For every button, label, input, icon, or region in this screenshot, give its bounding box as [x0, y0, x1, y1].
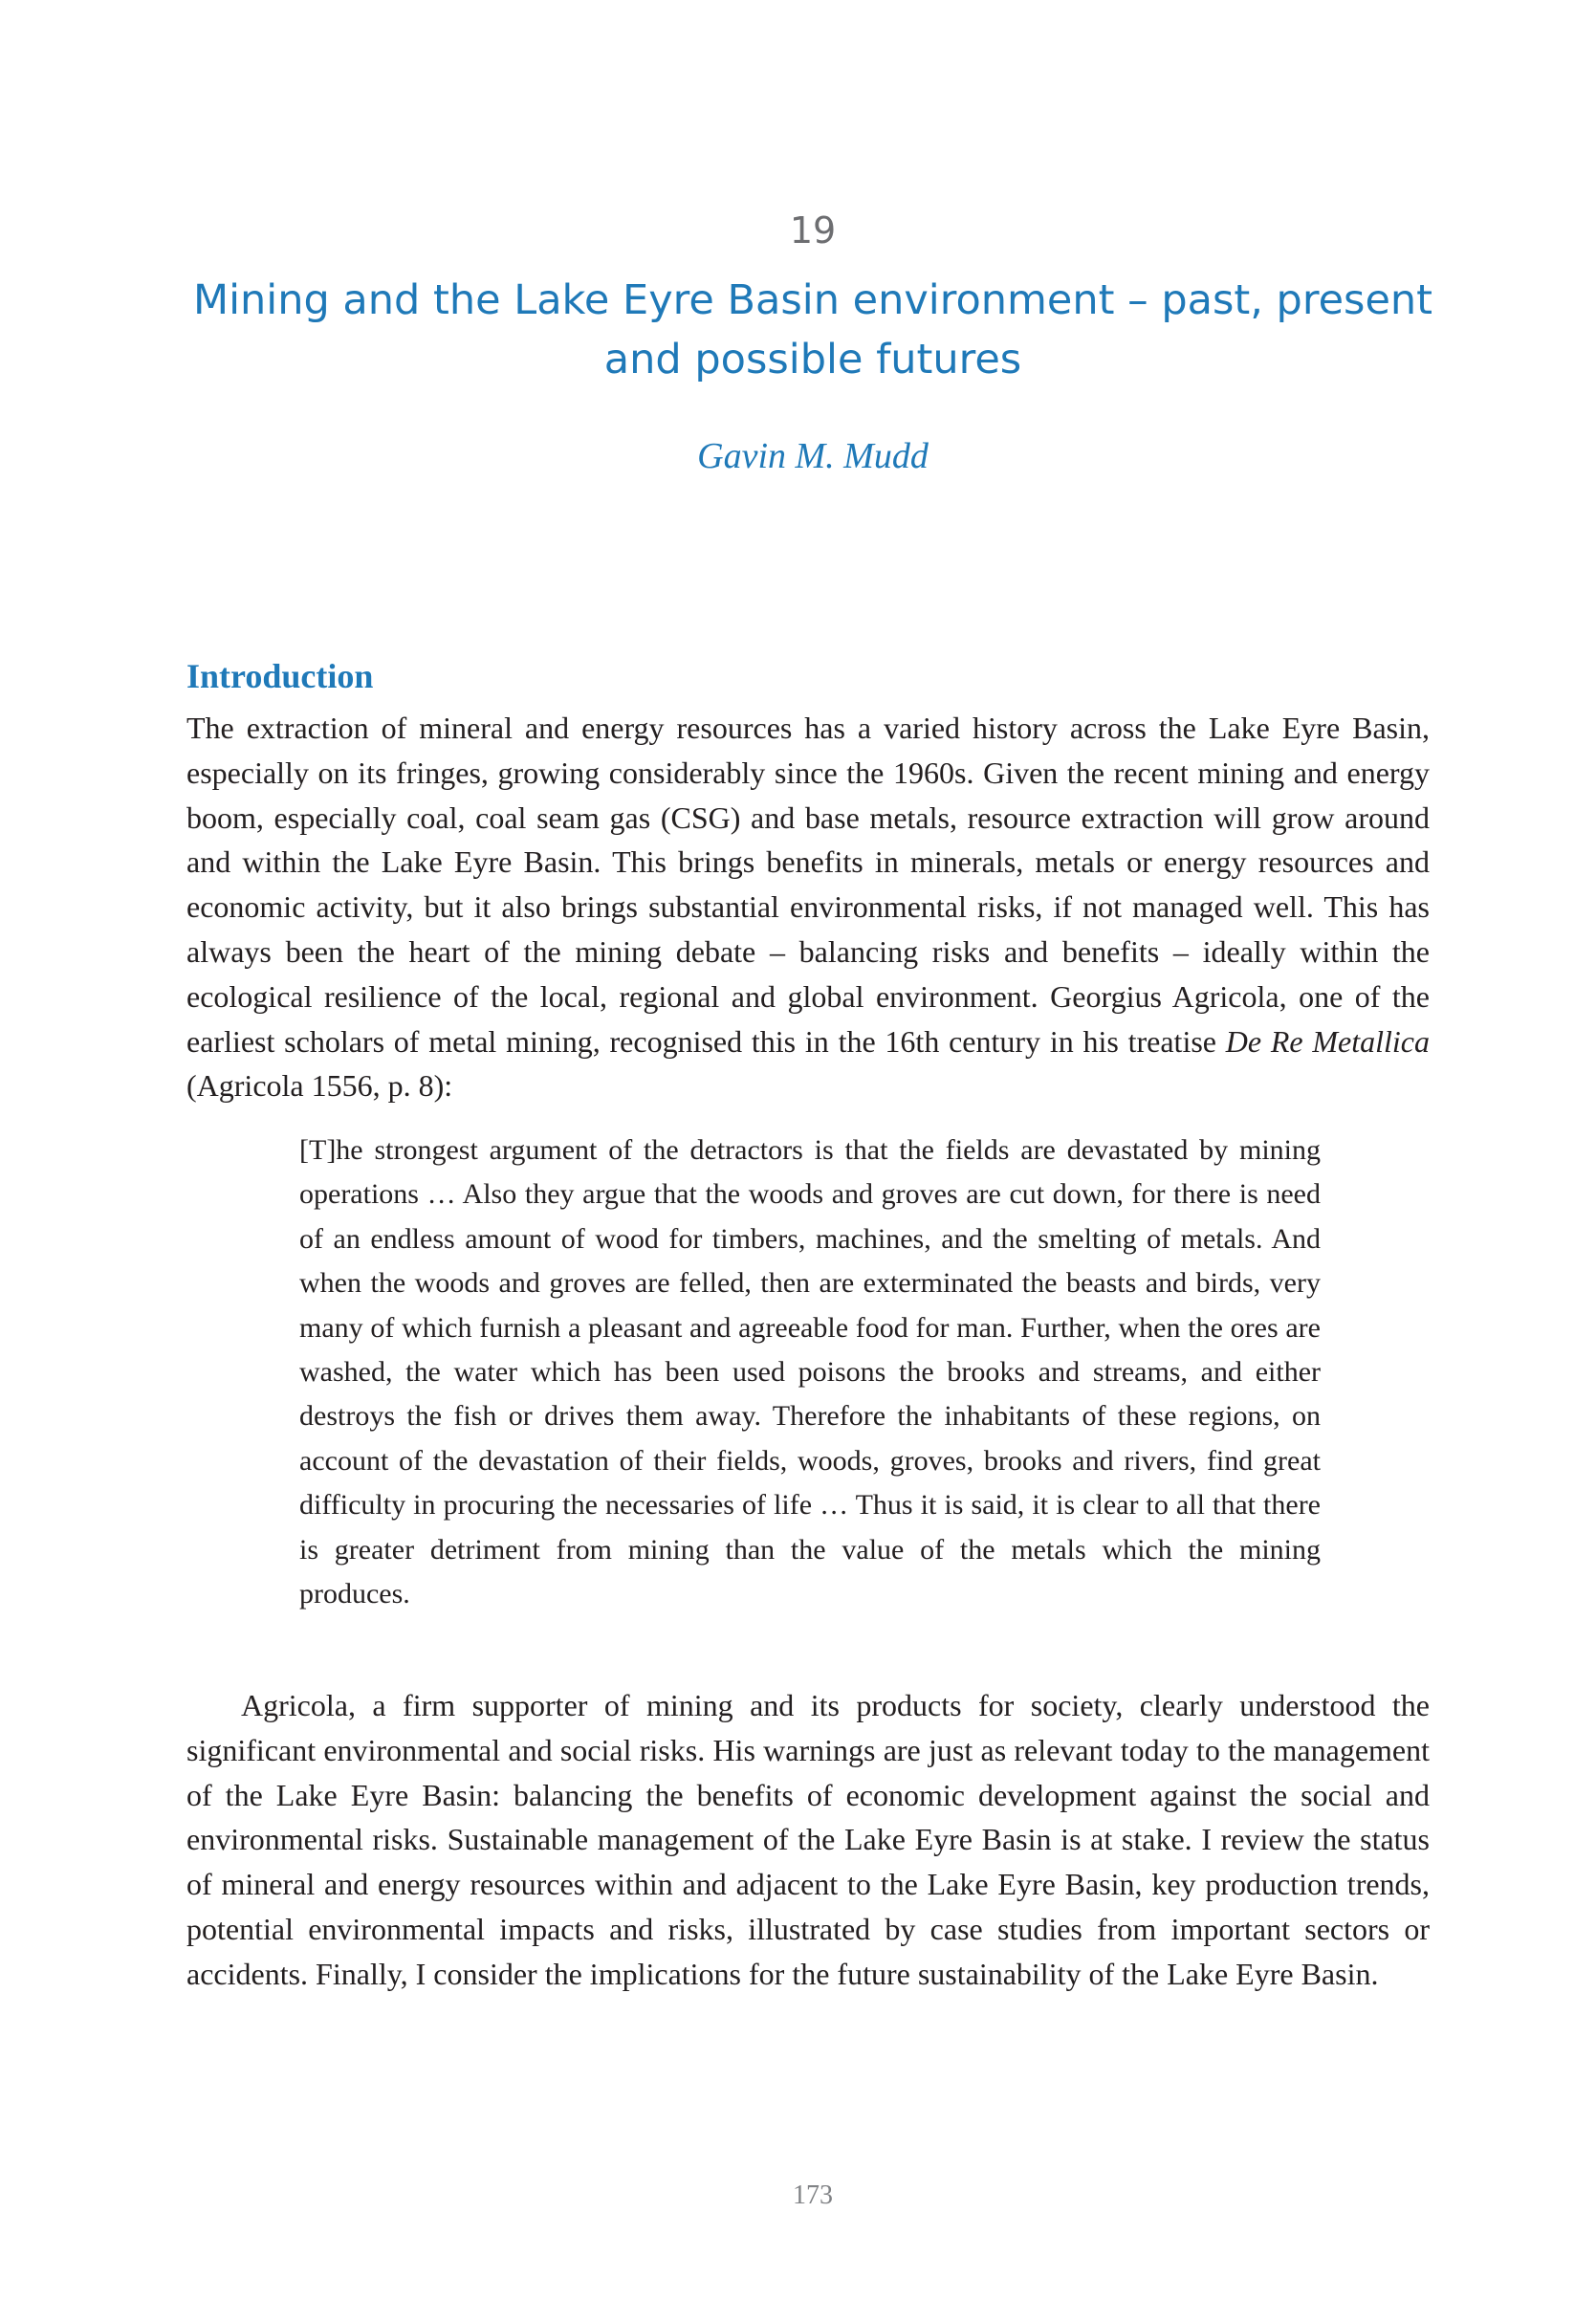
chapter-number: 19 [789, 209, 837, 252]
intro-text: The extraction of mineral and energy resources has a varied history across the Lake Eyre Basin, especially on its fringes, growing considerably since the 1960s. Given the recent mining and energy boom, especially coal, coal seam gas (CSG) and base metals, resource extraction will grow around and within the Lake Eyre Basin. This brings benefits in minerals, metals or energy resources and economic activity, but it also brings substantial environmental risks, if not managed well. This has always been the heart of the mining debate – balancing risks and benefits – ideally within the ecological resilience of the local, regional and global environment. Georgius Agricola, one of the earliest scholars of metal mining, recognised this in the 16th century in his treatise [186, 711, 1430, 1059]
second-paragraph: Agricola, a firm supporter of mining and its products for society, clearly understood the significant environmental and social risks. His warnings are just as relevant today to the management of the Lake Eyre Basin: balancing the benefits of economic development against the social and environmental risks. Sustainable management of the Lake Eyre Basin is at stake. I review the status of mineral and energy resources within and adjacent to the Lake Eyre Basin, key production trends, potential environmental impacts and risks, illustrated by case studies from important sectors or accidents. Finally, I consider the implications for the future sustainability of the Lake Eyre Basin. [186, 1688, 1430, 1991]
citation-text: (Agricola 1556, p. 8): [186, 1068, 453, 1104]
intro-paragraph [186, 706, 1430, 1108]
chapter-title: Mining and the Lake Eyre Basin environment – past, present and possible futures [192, 276, 1433, 383]
section-heading: Introduction [186, 657, 374, 695]
treatise-title: De Re Metallica [1225, 1023, 1431, 1059]
page-number: 173 [793, 2180, 833, 2210]
author-name: Gavin M. Mudd [697, 436, 929, 476]
agricola-quote: [T]he strongest argument of the detractors is that the fields are devastated by mining operations … Also they argue that the woods and groves are cut down, for there is need of an endless amount of wood for timbers, machines, and the smelting of metals. And when the woods and groves are felled, then are exterminated the beasts and birds, very many of which furnish a pleasant and agreeable food for man. Further, when the ores are washed, the water which has been used poisons the brooks and streams, and either destroys the fish or drives them away. Therefore the inhabitants of these regions, on account of the devastation of their fields, woods, groves, brooks and rivers, find great difficulty in procuring the necessaries of life … Thus it is said, it is clear to all that there is greater detriment from mining than the value of the metals which the mining produces. [299, 1134, 1321, 1610]
